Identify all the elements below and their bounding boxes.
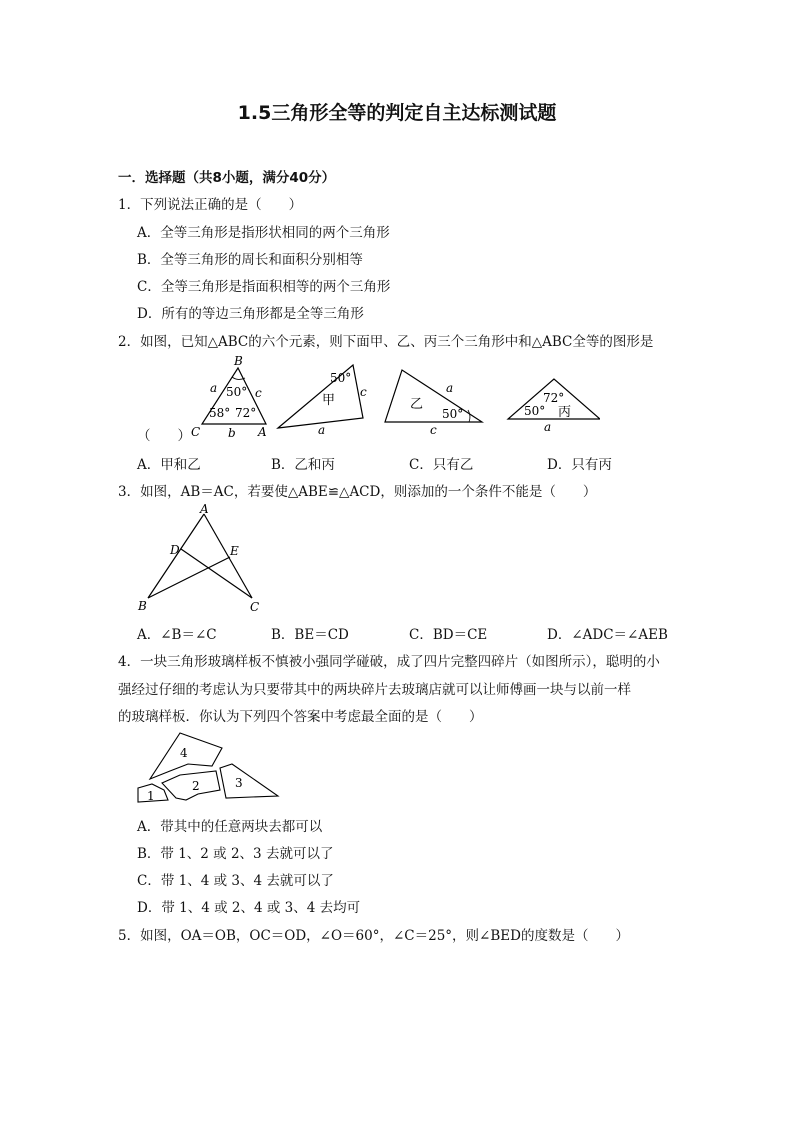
jia-name: 甲 [322, 393, 336, 408]
q2-option-b: B．乙和丙 [271, 457, 335, 473]
q3-label-c: C [250, 600, 260, 614]
bing-name: 丙 [558, 405, 572, 420]
q4-option-c: C．带 1、4 或 3、4 去就可以了 [137, 873, 334, 889]
q3-label-d: D [170, 543, 180, 557]
q3-option-a: A．∠B＝∠C [137, 627, 217, 643]
yi-side-c: c [430, 423, 437, 437]
yi-side-a: a [446, 381, 454, 395]
yi-name: 乙 [410, 397, 424, 412]
q2-option-c: C．只有乙 [409, 457, 474, 473]
q4-stem-line-1: 4．一块三角形玻璃样板不慎被小强同学碰破，成了四片完整四碎片（如图所示），聪明的小 [118, 654, 660, 670]
q3-option-d: D．∠ADC＝∠AEB [547, 627, 668, 643]
q3-label-a: A [200, 502, 209, 516]
q3-options [137, 623, 685, 643]
jia-angle: 50° [330, 371, 352, 385]
q2-options [137, 453, 685, 473]
q4-option-a: A．带其中的任意两块去都可以 [137, 819, 323, 835]
q3-label-e: E [230, 544, 239, 558]
page-title: 1.5三角形全等的判定自主达标测试题 [237, 102, 557, 124]
q4-option-d: D．带 1、4 或 2、4 或 3、4 去均可 [137, 900, 361, 916]
abc-side-c: c [255, 386, 262, 400]
q4-stem-line-3: 的玻璃样板．你认为下列四个答案中考虑最全面的是（ ） [118, 709, 483, 725]
abc-angle-b: 50° [226, 385, 248, 399]
q1-option-d: D．所有的等边三角形都是全等三角形 [137, 306, 364, 322]
abc-angle-c: 58° [209, 406, 231, 420]
q3-stem: 3．如图，AB＝AC，若要使△ABE≌△ACD，则添加的一个条件不能是（ ） [118, 484, 597, 500]
piece-1-label: 1 [147, 789, 155, 803]
piece-3 [220, 764, 278, 798]
q1-option-c: C．全等三角形是指面积相等的两个三角形 [137, 279, 391, 295]
bing-angle-1: 72° [543, 391, 565, 405]
q3-figure [132, 500, 272, 618]
q3-option-b: B．BE＝CD [271, 627, 349, 643]
yi-angle: 50° [442, 407, 464, 421]
triangle-yi [385, 370, 482, 422]
q5-stem: 5．如图，OA＝OB，OC＝OD，∠O＝60°，∠C＝25°，则∠BED的度数是（ ） [118, 928, 629, 944]
piece-2-label: 2 [192, 779, 200, 793]
q2-bracket: （ ） [137, 428, 191, 444]
q4-stem-line-2: 强经过仔细的考虑认为只要带其中的两块碎片去玻璃店就可以让师傅画一块与以前一样 [118, 682, 631, 698]
abc-label-a: A [258, 425, 267, 439]
q1-option-a: A．全等三角形是指形状相同的两个三角形 [137, 225, 390, 241]
abc-angle-a: 72° [235, 406, 257, 420]
q4-option-b: B．带 1、2 或 2、3 去就可以了 [137, 846, 334, 862]
q3-option-c: C．BD＝CE [409, 627, 488, 643]
jia-side-a: a [318, 423, 326, 437]
jia-side-c: c [360, 385, 367, 399]
q3-label-b: B [138, 599, 147, 613]
abc-label-b: B [234, 354, 243, 368]
q2-option-a: A．甲和乙 [137, 457, 201, 473]
section-heading: 一．选择题（共8小题，满分40分） [118, 170, 336, 186]
bing-side-a: a [544, 420, 552, 434]
q1-option-b: B．全等三角形的周长和面积分别相等 [137, 252, 363, 268]
abc-label-c: C [191, 425, 201, 439]
q4-figure [134, 728, 284, 806]
abc-side-a: a [210, 381, 218, 395]
piece-3-label: 3 [235, 776, 243, 790]
bing-angle-2: 50° [524, 404, 546, 418]
q2-option-d: D．只有丙 [547, 457, 612, 473]
piece-2 [162, 771, 220, 800]
piece-4-label: 4 [180, 746, 188, 760]
q2-stem: 2．如图，已知△ABC的六个元素，则下面甲、乙、丙三个三角形中和△ABC全等的图形是 [118, 334, 654, 350]
abc-side-b: b [228, 426, 236, 440]
q2-figure [180, 352, 600, 442]
q1-stem: 1．下列说法正确的是（ ） [118, 197, 303, 213]
